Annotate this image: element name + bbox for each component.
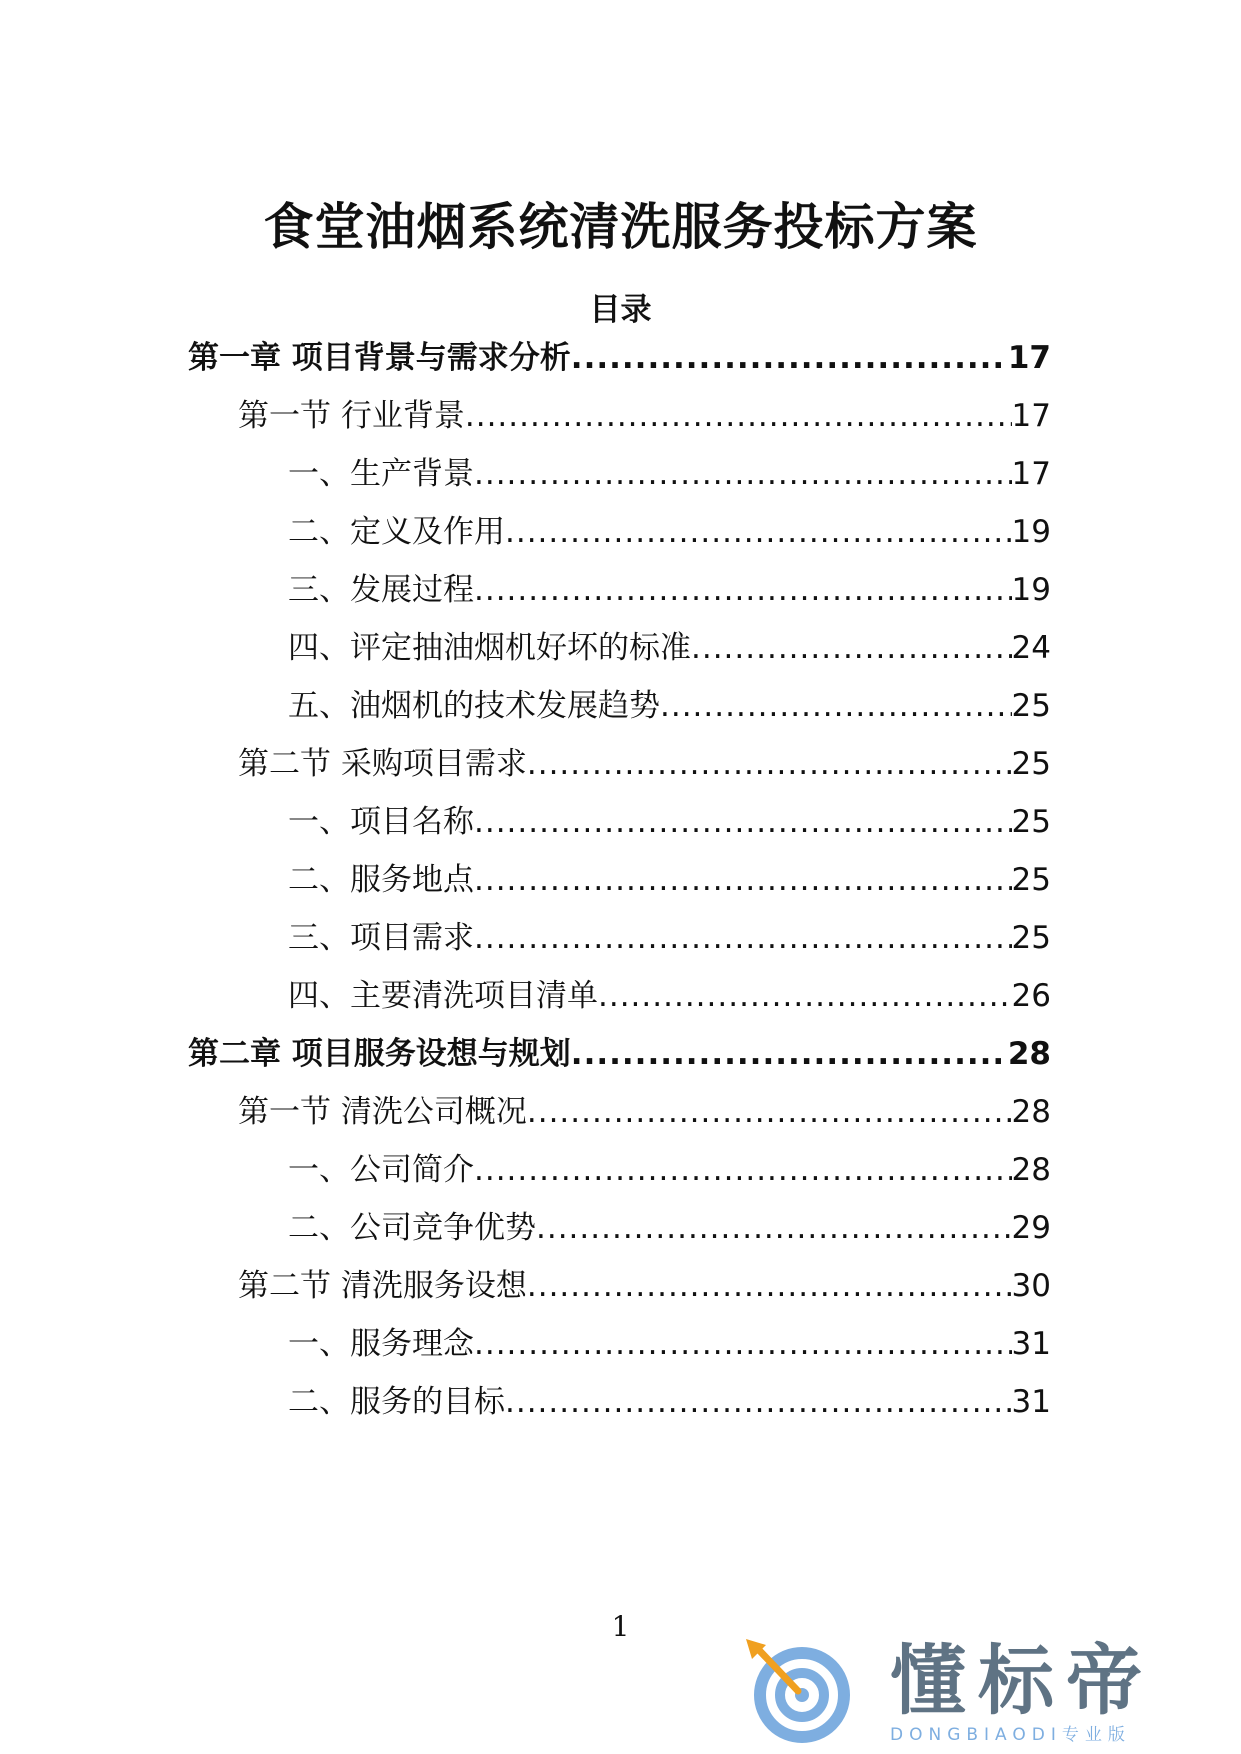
toc-entry[interactable] xyxy=(288,844,1051,900)
toc-entry[interactable] xyxy=(288,902,1051,958)
toc-leader-dots xyxy=(474,1150,1012,1190)
toc-leader-dots xyxy=(598,976,1012,1016)
watermark-brand: 懂标帝 xyxy=(890,1636,1154,1725)
toc-page-number: 28 xyxy=(1011,1094,1051,1130)
toc-page-number: 25 xyxy=(1011,688,1051,724)
toc-page-number: 25 xyxy=(1011,862,1051,898)
toc-entry-text: 三、发展过程 xyxy=(288,572,474,608)
toc-leader-dots xyxy=(474,454,1012,494)
toc-page-number: 24 xyxy=(1011,630,1051,666)
toc-entry[interactable] xyxy=(238,728,1051,784)
toc-page-number: 30 xyxy=(1011,1268,1051,1304)
toc-leader-dots xyxy=(474,570,1012,610)
toc-leader-dots xyxy=(571,1034,1008,1074)
toc-page-number: 17 xyxy=(1011,456,1051,492)
toc-entry[interactable] xyxy=(238,1076,1051,1132)
target-arrow-icon xyxy=(740,1635,860,1745)
toc-entry-text: 四、评定抽油烟机好坏的标准 xyxy=(288,630,691,666)
toc-leader-dots xyxy=(505,512,1012,552)
toc-leader-dots xyxy=(474,1324,1012,1364)
toc-leader-dots xyxy=(571,338,1008,378)
toc-page-number: 31 xyxy=(1011,1384,1051,1420)
toc-entry-text: 三、项目需求 xyxy=(288,920,474,956)
toc-entry[interactable] xyxy=(288,786,1051,842)
toc-entry-text: 第二章 项目服务设想与规划 xyxy=(188,1036,571,1072)
toc-entry-text: 第一节 行业背景 xyxy=(238,398,465,434)
toc-entry[interactable] xyxy=(288,1192,1051,1248)
toc-page-number: 28 xyxy=(1007,1036,1051,1072)
document-title: 食堂油烟系统清洗服务投标方案 xyxy=(263,198,978,256)
toc-leader-dots xyxy=(474,802,1012,842)
toc-entry[interactable] xyxy=(238,380,1051,436)
toc-entry[interactable] xyxy=(288,438,1051,494)
toc-entry[interactable] xyxy=(288,554,1051,610)
toc-entry[interactable] xyxy=(288,1366,1051,1422)
toc-leader-dots xyxy=(474,860,1012,900)
toc-entry-text: 第一节 清洗公司概况 xyxy=(238,1094,527,1130)
watermark xyxy=(740,1635,1220,1745)
page-number: 1 xyxy=(611,1610,630,1643)
toc-entry[interactable] xyxy=(188,322,1051,378)
toc-leader-dots xyxy=(474,918,1012,958)
toc-leader-dots xyxy=(527,1266,1012,1306)
toc-entry[interactable] xyxy=(288,1134,1051,1190)
toc-page-number: 28 xyxy=(1011,1152,1051,1188)
toc-entry-text: 二、服务地点 xyxy=(288,862,474,898)
toc-page-number: 19 xyxy=(1011,514,1051,550)
toc-leader-dots xyxy=(691,628,1012,668)
toc-entry-text: 第二节 采购项目需求 xyxy=(238,746,527,782)
toc-entry-text: 二、定义及作用 xyxy=(288,514,505,550)
toc-entry-text: 二、公司竞争优势 xyxy=(288,1210,536,1246)
toc-entry-text: 二、服务的目标 xyxy=(288,1384,505,1420)
toc-entry-text: 一、服务理念 xyxy=(288,1326,474,1362)
toc-entry-text: 一、公司简介 xyxy=(288,1152,474,1188)
toc-entry[interactable] xyxy=(288,612,1051,668)
toc-entry[interactable] xyxy=(188,1018,1051,1074)
toc-entry-text: 第二节 清洗服务设想 xyxy=(238,1268,527,1304)
toc-entry[interactable] xyxy=(238,1250,1051,1306)
toc-page-number: 25 xyxy=(1011,804,1051,840)
toc-page-number: 26 xyxy=(1011,978,1051,1014)
toc-leader-dots xyxy=(660,686,1012,726)
toc-entry[interactable] xyxy=(288,670,1051,726)
toc-heading: 目录 xyxy=(589,292,652,328)
watermark-subtitle: DONGBIAODI专业版 xyxy=(890,1725,1131,1745)
toc-page-number: 31 xyxy=(1011,1326,1051,1362)
toc-page-number: 29 xyxy=(1011,1210,1051,1246)
toc-leader-dots xyxy=(527,744,1012,784)
toc-leader-dots xyxy=(505,1382,1012,1422)
toc-entry[interactable] xyxy=(288,496,1051,552)
toc-page-number: 17 xyxy=(1011,398,1051,434)
toc-page-number: 25 xyxy=(1011,746,1051,782)
toc-page-number: 25 xyxy=(1011,920,1051,956)
toc-leader-dots xyxy=(527,1092,1012,1132)
toc-leader-dots xyxy=(536,1208,1012,1248)
toc-entry[interactable] xyxy=(288,960,1051,1016)
toc-page-number: 19 xyxy=(1011,572,1051,608)
toc-entry[interactable] xyxy=(288,1308,1051,1364)
toc-leader-dots xyxy=(465,396,1012,436)
toc-entry-text: 第一章 项目背景与需求分析 xyxy=(188,340,571,376)
toc-entry-text: 四、主要清洗项目清单 xyxy=(288,978,598,1014)
toc-entry-text: 一、生产背景 xyxy=(288,456,474,492)
toc-entry-text: 五、油烟机的技术发展趋势 xyxy=(288,688,660,724)
toc-page-number: 17 xyxy=(1007,340,1051,376)
toc-entry-text: 一、项目名称 xyxy=(288,804,474,840)
